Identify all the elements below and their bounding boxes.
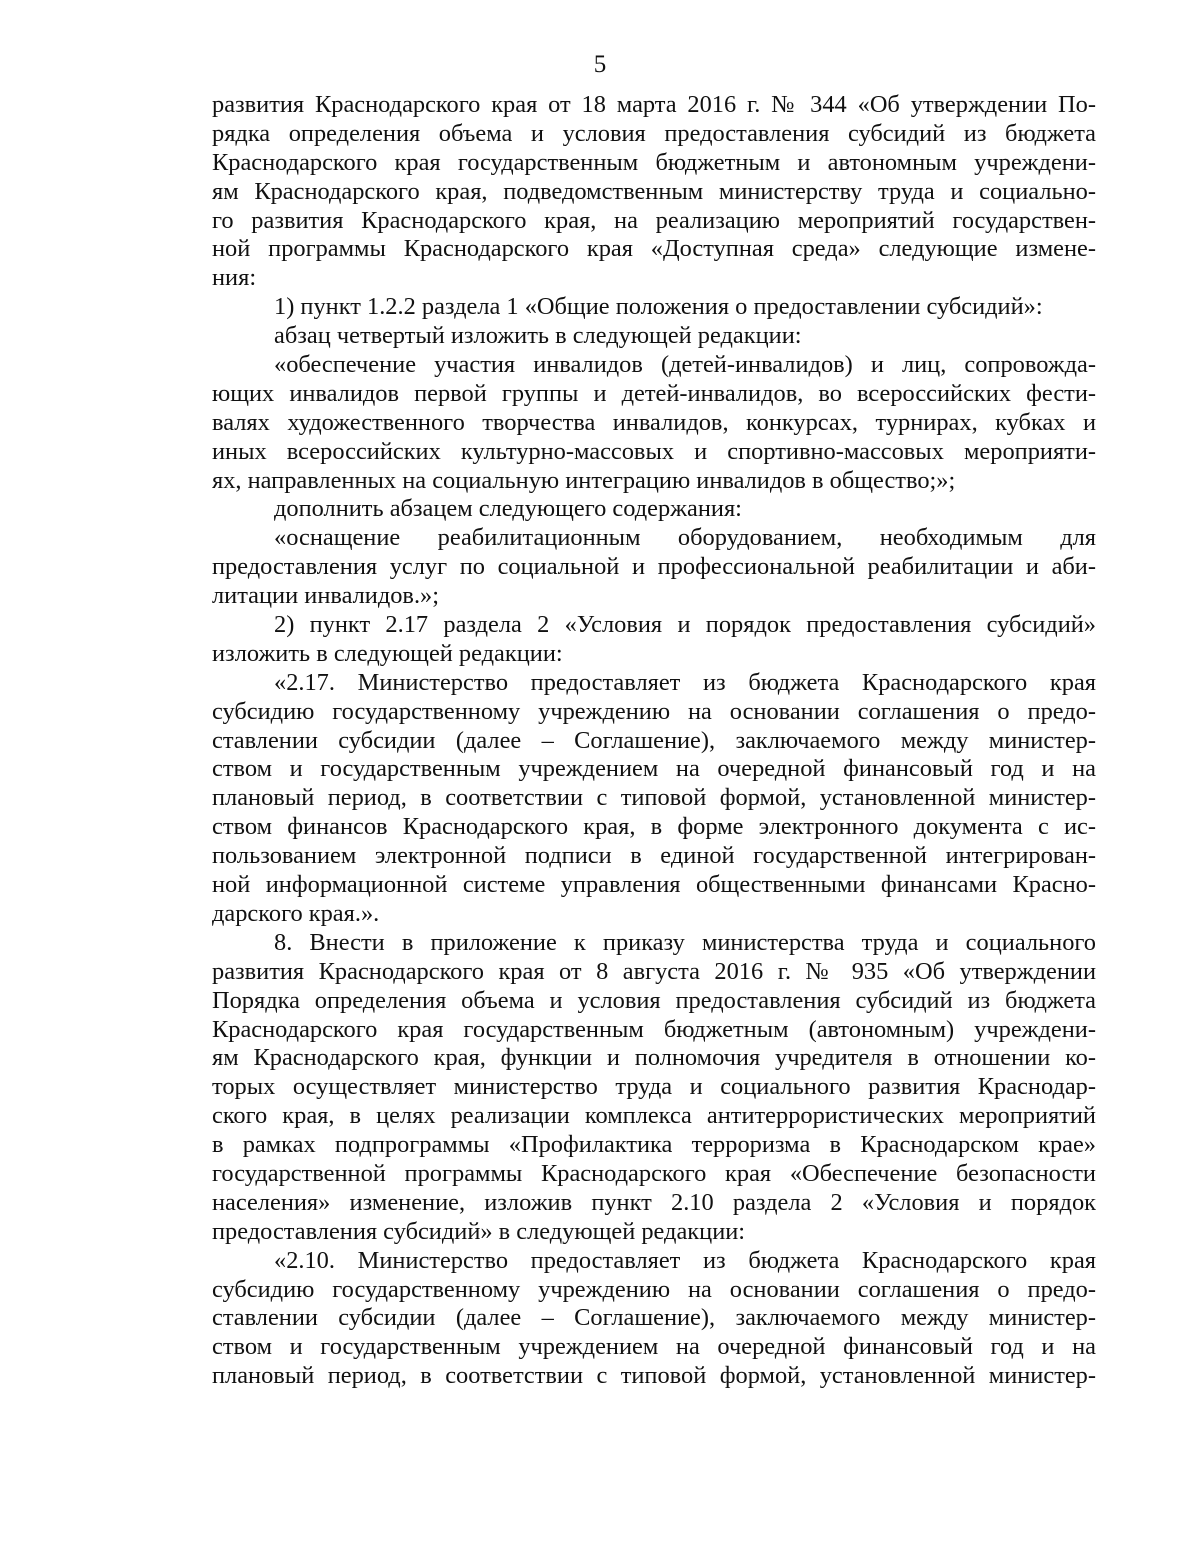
text-line: валях художественного творчества инвалидов, конкурсах, турнирах, кубках и xyxy=(212,408,1096,436)
text-line: ям Краснодарского края, функции и полномочия учредителя в отношении ко- xyxy=(212,1044,1096,1072)
text-line: дарского края.». xyxy=(212,899,380,927)
text-line: населения» изменение, изложив пункт 2.10 раздела 2 «Условия и порядок xyxy=(212,1188,1096,1216)
text-line: ского края, в целях реализации комплекса антитеррористических мероприятий xyxy=(212,1102,1096,1130)
text-line: ставлении субсидии (далее – Соглашение), заключаемого между министер- xyxy=(212,726,1096,754)
text-line: ям Краснодарского края, подведомственным министерству труда и социально- xyxy=(212,177,1096,205)
text-line: рядка определения объема и условия предоставления субсидий из бюджета xyxy=(212,119,1096,147)
text-line: ния: xyxy=(212,264,257,292)
text-line: 2) пункт 2.17 раздела 2 «Условия и порядок предоставления субсидий» xyxy=(274,611,1096,639)
text-line: Краснодарского края государственным бюджетным (автономным) учреждени- xyxy=(212,1015,1096,1043)
text-line: ством и государственным учреждением на очередной финансовый год и на xyxy=(212,755,1096,783)
text-line: торых осуществляет министерство труда и социального развития Краснодар- xyxy=(212,1073,1096,1101)
text-line: плановый период, в соответствии с типовой формой, установленной министер- xyxy=(212,1362,1096,1390)
text-line: плановый период, в соответствии с типовой формой, установленной министер- xyxy=(212,784,1096,812)
text-line: го развития Краснодарского края, на реализацию мероприятий государствен- xyxy=(212,206,1096,234)
text-line: 8. Внести в приложение к приказу министерства труда и социального xyxy=(274,928,1096,956)
text-line: «оснащение реабилитационным оборудованием, необходимым для xyxy=(274,524,1096,552)
text-line: «2.17. Министерство предоставляет из бюджета Краснодарского края xyxy=(274,668,1096,696)
text-line: ством финансов Краснодарского края, в форме электронного документа с ис- xyxy=(212,813,1096,841)
text-line: развития Краснодарского края от 8 августа 2016 г. № 935 «Об утверждении xyxy=(212,957,1096,985)
text-line: предоставления услуг по социальной и профессиональной реабилитации и аби- xyxy=(212,553,1096,581)
text-line: ях, направленных на социальную интеграцию инвалидов в общество;»; xyxy=(212,466,956,494)
text-line: ной программы Краснодарского края «Доступная среда» следующие измене- xyxy=(212,235,1096,263)
text-line: 1) пункт 1.2.2 раздела 1 «Общие положения о предоставлении субсидий»: xyxy=(274,293,1043,321)
text-line: государственной программы Краснодарского края «Обеспечение безопасности xyxy=(212,1159,1096,1187)
document-body xyxy=(212,91,1096,1391)
text-line: иных всероссийских культурно-массовых и спортивно-массовых мероприяти- xyxy=(212,437,1096,465)
text-line: дополнить абзацем следующего содержания: xyxy=(274,495,742,523)
text-line: «2.10. Министерство предоставляет из бюджета Краснодарского края xyxy=(274,1246,1096,1274)
text-line: Порядка определения объема и условия предоставления субсидий из бюджета xyxy=(212,986,1096,1014)
text-line: ставлении субсидии (далее – Соглашение), заключаемого между министер- xyxy=(212,1304,1096,1332)
text-line: абзац четвертый изложить в следующей редакции: xyxy=(274,322,802,350)
text-line: предоставления субсидий» в следующей редакции: xyxy=(212,1217,746,1245)
text-line: субсидию государственному учреждению на основании соглашения о предо- xyxy=(212,1275,1096,1303)
text-line: пользованием электронной подписи в единой государственной интегрирован- xyxy=(212,842,1096,870)
text-line: Краснодарского края государственным бюджетным и автономным учреждени- xyxy=(212,148,1096,176)
page-number: 5 xyxy=(593,51,607,78)
text-line: ющих инвалидов первой группы и детей-инвалидов, во всероссийских фести- xyxy=(212,379,1096,407)
text-line: субсидию государственному учреждению на основании соглашения о предо- xyxy=(212,697,1096,725)
text-line: «обеспечение участия инвалидов (детей-инвалидов) и лиц, сопровожда- xyxy=(274,351,1096,379)
text-line: изложить в следующей редакции: xyxy=(212,639,563,667)
text-line: ством и государственным учреждением на очередной финансовый год и на xyxy=(212,1333,1096,1361)
text-line: в рамках подпрограммы «Профилактика терроризма в Краснодарском крае» xyxy=(212,1131,1096,1159)
text-line: литации инвалидов.»; xyxy=(212,582,440,610)
text-line: развития Краснодарского края от 18 марта 2016 г. № 344 «Об утверждении По- xyxy=(212,91,1096,118)
text-line: ной информационной системе управления общественными финансами Красно- xyxy=(212,871,1096,899)
